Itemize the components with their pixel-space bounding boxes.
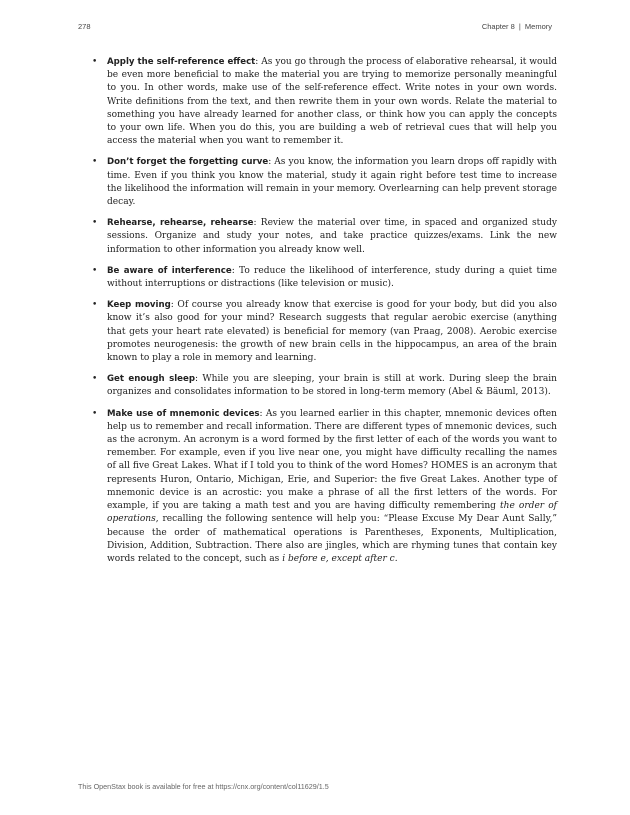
- header-separator: |: [518, 22, 521, 31]
- study-tips-list: [92, 56, 557, 566]
- item-text: , recalling the following sentence will help you: “Please Excuse My Dear Aunt Sally,” because the order of mathematical operations is Parentheses, Exponents, Multiplication, Division, Addition, Subtraction. There also are jingles, which are rhyming tunes that contain key words related to the concept, such as: [107, 514, 557, 564]
- bullet-icon: •: [92, 265, 98, 276]
- section-label: Memory: [524, 22, 552, 31]
- list-item: [92, 373, 557, 399]
- item-text: : Of course you already know that exercise is good for your body, but did you also know it’s also good for your mind? Research suggests that regular aerobic exercise (anything that gets your heart rate elevated) is beneficial for memory (van Praag, 2008). Aerobic exercise promotes neurogenesis: the growth of new brain cells in the hippocampus, an area of the brain known to play a role in memory and learning.: [107, 300, 558, 364]
- page-number: 278: [78, 22, 91, 31]
- italic-phrase: i before e, except after c: [282, 553, 395, 564]
- item-text: : Review the material over time, in spaced and organized study sessions. Organize and study your notes, and take practice quizzes/exams. Link the new information to other information you already know well.: [107, 218, 558, 255]
- list-item: [92, 156, 557, 209]
- item-heading: Get enough sleep: [107, 374, 195, 385]
- item-heading: Rehearse, rehearse, rehearse: [107, 218, 254, 229]
- item-heading: Make use of mnemonic devices: [107, 408, 260, 419]
- item-text: .: [394, 553, 398, 564]
- list-item: [92, 56, 557, 148]
- bullet-icon: •: [92, 300, 98, 311]
- bullet-icon: •: [92, 374, 98, 385]
- list-item: [92, 265, 557, 291]
- item-heading: Be aware of interference: [107, 265, 232, 276]
- item-heading: Keep moving: [107, 300, 171, 311]
- item-heading: Don’t forget the forgetting curve: [107, 157, 269, 168]
- bullet-icon: •: [92, 408, 98, 419]
- running-header: [482, 22, 552, 31]
- list-item: [92, 408, 557, 566]
- item-text: : As you go through the process of elaborative rehearsal, it would be even more beneficial to make the material you are trying to memorize personally meaningful to you. In other words, make use of the self-reference effect. Write notes in your own words. Write definitions from the text, and then rewrite them in your own words. Relate the material to something you have already learned for another class, or think how you can apply the concepts to your own life. When you do this, you are building a web of retrieval cues that will help you access the material when you want to remember it.: [107, 57, 558, 147]
- bullet-icon: •: [92, 157, 98, 168]
- chapter-label: Chapter 8: [481, 22, 515, 31]
- footer-note: This OpenStax book is available for free at https://cnx.org/content/col11629/1.5: [78, 782, 329, 791]
- italic-phrase: the order of operations: [107, 501, 557, 525]
- item-text: : To reduce the likelihood of interference, study during a quiet time without interruptions or distractions (like television or music).: [107, 265, 557, 290]
- bullet-icon: •: [92, 57, 98, 67]
- main-content: [92, 56, 557, 574]
- item-heading: Apply the self-reference effect: [107, 57, 256, 67]
- item-text: : While you are sleeping, your brain is still at work. During sleep the brain organizes and consolidates information to be stored in long-term memory (Abel & Bäuml, 2013).: [107, 374, 557, 398]
- item-text: : As you learned earlier in this chapter, mnemonic devices often help us to remember and recall information. There are different types of mnemonic devices, such as the acronym. An acronym is a word formed by the first letter of each of the words you want to remember. For example, even if you live near one, you might have difficulty recalling the names of all five Great Lakes. What if I told you to think of the word Homes? HOMES is an acronym that represents Huron, Ontario, Michigan, Erie, and Superior: the five Great Lakes. Another type of mnemonic device is an acrostic: you make a phrase of all the first letters of the words. For example, if you are taking a math test and you are having difficulty remembering: [107, 408, 557, 512]
- bullet-icon: •: [92, 218, 98, 229]
- list-item: [92, 217, 557, 257]
- item-text: : As you know, the information you learn drops off rapidly with time. Even if you think you know the material, study it again right before test time to increase the likelihood the information will remain in your memory. Overlearning can help prevent storage decay.: [107, 157, 557, 208]
- list-item: [92, 299, 557, 365]
